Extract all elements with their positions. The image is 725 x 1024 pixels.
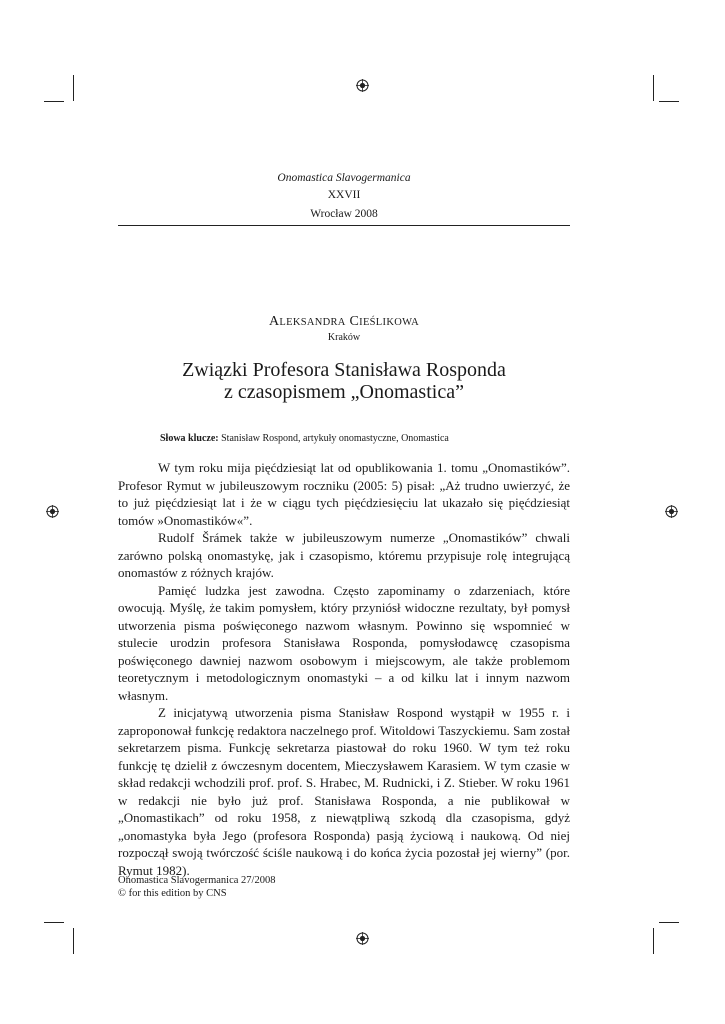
keywords [160, 433, 570, 444]
footer-copyright: © for this edition by CNS [118, 888, 227, 899]
registration-crosshair-icon [665, 505, 678, 518]
journal-place-year: Wrocław 2008 [310, 208, 378, 220]
author-name [118, 314, 570, 330]
crop-mark [653, 928, 654, 954]
crop-mark [659, 922, 679, 923]
crop-mark [73, 75, 74, 101]
footer-journal-issue: Onomastica Slavogermanica 27/2008 [118, 875, 276, 886]
article-title [118, 359, 570, 403]
crop-mark [653, 75, 654, 101]
article-body [118, 459, 570, 879]
author-first-rest: LEKSANDRA [279, 317, 346, 328]
crop-mark [659, 101, 679, 102]
author-last-initial: C [349, 314, 360, 329]
author-affiliation: Kraków [327, 332, 361, 343]
body-paragraph: Rudolf Šrámek także w jubileuszowym numerze „Onomastików” chwali zarówno polską onomastykę, jak i czasopismo, któremu przypisuje rolę integrującą onomastów z różnych krajów. [118, 530, 570, 580]
body-paragraph: Pamięć ludzka jest zawodna. Często zapominamy o zdarzeniach, które owocują. Myślę, że takim pomysłem, który przyniósł widoczne rezultaty, był pomysł utworzenia pisma poświęconego nazwom własnym. Powinno się wspomnieć w stulecie urodzin profesora Stanisława Rosponda, pomysłodawcę czasopisma poświęconego dawniej nazwom osobowym i miejscowym, ale także problemom teoretycznym i metodologicznym onomastyki – a od kilku lat i innym nazwom własnym. [118, 582, 570, 703]
crop-mark [44, 101, 64, 102]
keywords-label: Słowa klucze: [160, 433, 219, 444]
crop-mark [44, 922, 64, 923]
registration-crosshair-icon [46, 505, 59, 518]
body-paragraph: W tym roku mija pięćdziesiąt lat od opublikowania 1. tomu „Onomastików”. Profesor Rymut w jubileuszowym roczniku (2005: 5) pisał: „Aż trudno uwierzyć, że to już pięćdziesiąt lat i że w ciągu tych pięćdziesięciu lat ukazało się pięćdziesiąt tomów »Onomastików«”. [118, 460, 570, 528]
keywords-text: Stanisław Rospond, artykuły onomastyczne, Onomastica [218, 433, 449, 444]
registration-crosshair-icon [356, 79, 369, 92]
author-first-initial: A [268, 314, 280, 329]
header-rule [118, 225, 570, 226]
article-title-line-1: Związki Profesora Stanisława Rosponda [182, 359, 506, 381]
registration-crosshair-icon [356, 932, 369, 945]
article-title-line-2: z czasopismem „Onomastica” [224, 381, 464, 403]
crop-mark [73, 928, 74, 954]
body-paragraph: Z inicjatywą utworzenia pisma Stanisław Rospond wystąpił w 1955 r. i zaproponował funkcję redaktora naczelnego prof. Witoldowi Taszyckiemu. Sam został sekretarzem pisma. Funkcję sekretarza piastował do roku 1960. W tym też roku funkcję tę dzielił z ówczesnym docentem, Mieczysławem Karasiem. W tym czasie w skład redakcji wchodzili prof. prof. S. Hrabec, M. Rudnicki, i Z. Stieber. W roku 1961 w redakcji nie było już prof. Stanisława Rosponda, a nie publikował w „Onomastikach” od roku 1958, z niewątpliwą szkodą dla czasopisma, gdyż „onomastyka była Jego (profesora Rosponda) pasją życiową i naukową. Od niej rozpoczął swoją twórczość ściśle naukową i do końca życia pozostał jej wierny” (por. Rymut 1982). [118, 705, 570, 878]
page-footer [118, 874, 275, 900]
author-last-rest: IEŚLIKOWA [359, 317, 420, 328]
journal-volume: XXVII [327, 189, 361, 201]
journal-name: Onomastica Slavogermanica [277, 172, 411, 184]
